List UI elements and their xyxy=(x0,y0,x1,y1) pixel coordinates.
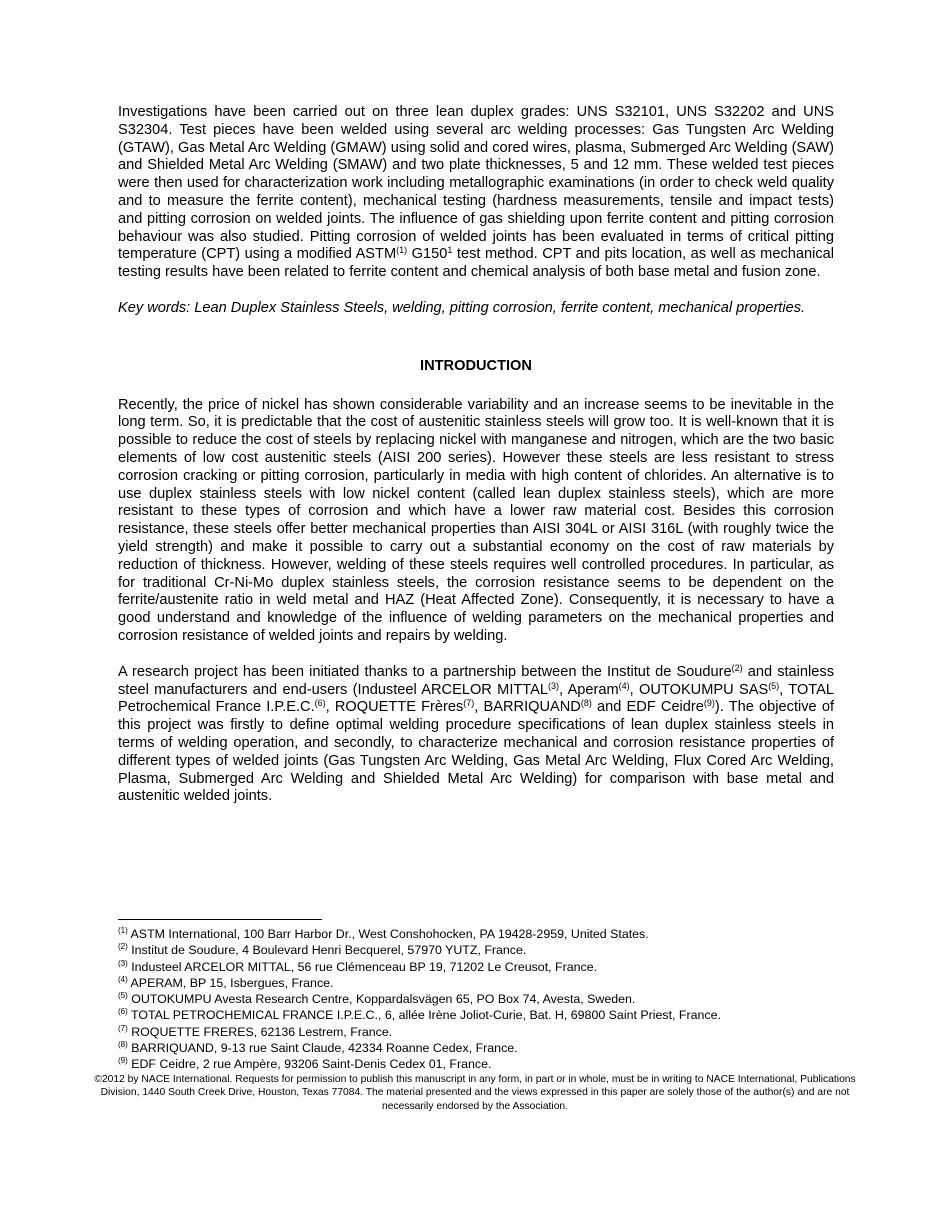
footnote-9: $^{(9)}$ EDF Ceidre, 2 rue Ampère, 93206 Saint-Denis Cedex 01, France. xyxy=(118,1056,492,1072)
abstract-text: G150 xyxy=(407,246,448,263)
reference-1: 1 xyxy=(447,245,453,256)
keywords: Key words: Lean Duplex Stainless Steels, welding, pitting corrosion, ferrite content, mechanical properties. xyxy=(118,299,806,316)
footnote-ref-3: (3) xyxy=(547,680,559,691)
footnote-6: $^{(6)}$ TOTAL PETROCHEMICAL FRANCE I.P.E.C., 6, allée Irène Joliot-Curie, Bat. H, 69800 Saint Priest, France. xyxy=(118,1007,721,1023)
footnote-ref-5: (5) xyxy=(768,680,780,691)
section-heading-introduction: INTRODUCTION xyxy=(420,357,532,374)
footnote-ref-9: (9) xyxy=(703,698,715,709)
footnote-divider xyxy=(118,919,322,920)
footnote-1: $^{(1)}$ ASTM International, 100 Barr Harbor Dr., West Conshohocken, PA 19428-2959, United States. xyxy=(118,926,649,941)
abstract-paragraph xyxy=(118,104,834,282)
footnote-5: $^{(5)}$ OUTOKUMPU Avesta Research Centre, Koppardalsvägen 65, PO Box 74, Avesta, Sweden. xyxy=(118,991,636,1007)
footnote-ref-7: (7) xyxy=(463,698,475,709)
introduction-paragraph-2: A research project has been initiated thanks to a partnership between the Institut de Soudure$^{(2)}$ and stainless steel manufacturers and end-users (Industeel ARCELOR MITTAL$^{(3)}$, Aperam$^{(4)}$, OUTOKUMPU SAS$^{(5)}$, TOTAL Petrochemical France I.P.E.C.$^{(6)}$, ROQUETTE Frères$^{(7)}$, BARRIQUAND$^{(8)}$ and EDF Ceidre$^{(9)}$). The objective of this project was firstly to define optimal welding procedure specifications of lean duplex stainless steels in terms of welding operation, and secondly, to characterize mechanical and corrosion resistance properties of different types of welded joints (Gas Tungsten Arc Welding, Gas Metal Arc Welding, Flux Cored Arc Welding, Plasma, Submerged Arc Welding and Shielded Metal Arc Welding) for comparison with base metal and austenitic welded joints. xyxy=(118,662,834,805)
introduction-paragraph-1: Recently, the price of nickel has shown considerable variability and an increase seems to be inevitable in the long term. So, it is predictable that the cost of austenitic stainless steels will grow too. It is well-known that it is possible to reduce the cost of steels by replacing nickel with manganese and nitrogen, which are the two basic elements of low cost austenitic steels (AISI 200 series). However these steels are less resistant to stress corrosion cracking or pitting corrosion, particularly in media with high content of chlorides. An alternative is to use duplex stainless steels with low nickel content (called lean duplex stainless steels), which are more resistant to these types of corrosion and which have a lower raw material cost. Besides this corrosion resistance, these steels offer better mechanical properties than AISI 304L or AISI 316L (with roughly twice the yield strength) and make it possible to carry out a substantial economy on the cost of raw materials by reduction of thickness. However, welding of these steels requires well controlled procedures. In particular, as for traditional Cr-Ni-Mo duplex stainless steels, the corrosion resistance seems to be dependent on the ferrite/austenite ratio in weld metal and HAZ (Heat Affected Zone). Consequently, it is necessary to have a good understand and knowledge of the influence of welding parameters on the mechanical properties and corrosion resistance of welded joints and repairs by welding. xyxy=(118,396,834,644)
footnote-ref-8: (8) xyxy=(580,698,592,709)
footnotes xyxy=(118,926,878,1073)
footnote-ref-6: (6) xyxy=(314,698,326,709)
footnote-ref-1: (1) xyxy=(396,245,408,256)
footnote-3: $^{(3)}$ Industeel ARCELOR MITTAL, 56 rue Clémenceau BP 19, 71202 Le Creusot, France. xyxy=(118,958,598,974)
footnote-2: $^{(2)}$ Institut de Soudure, 4 Boulevard Henri Becquerel, 57970 YUTZ, France. xyxy=(118,942,527,958)
footnote-ref-4: (4) xyxy=(618,680,630,691)
footnote-ref-2: (2) xyxy=(731,662,743,673)
footnote-4: $^{(4)}$ APERAM, BP 15, Isbergues, France. xyxy=(118,974,334,990)
abstract-text: test method. CPT and pits location, as well as mechanical testing results have been related to ferrite content and chemical analysis of both base metal and fusion zone. xyxy=(118,246,834,281)
footnote-8: $^{(8)}$ BARRIQUAND, 9-13 rue Saint Claude, 42334 Roanne Cedex, France. xyxy=(118,1040,518,1056)
copyright-notice: ©2012 by NACE International. Requests for permission to publish this manuscript in any form, in part or in whole, must be in writing to NACE International, Publications Division, 1440 South Creek Drive, Houston, Texas 77084. The material presented and the views expressed in this paper are solely those of the author(s) and are not necessarily endorsed by the Association. xyxy=(94,1074,856,1112)
footnote-7: $^{(7)}$ ROQUETTE FRERES, 62136 Lestrem, France. xyxy=(118,1023,393,1039)
abstract-text: Investigations have been carried out on three lean duplex grades: UNS S32101, UNS S32202 and UNS S32304. Test pieces have been welded using several arc welding processes: Gas Tungsten Arc Welding (GTAW), Gas Metal Arc Welding (GMAW) using solid and cored wires, plasma, Submerged Arc Welding (SAW) and Shielded Metal Arc Welding (SMAW) and two plate thicknesses, 5 and 12 mm. These welded test pieces were then used for characterization work including metallographic examinations (in order to check weld quality and to measure the ferrite content), mechanical testing (hardness measurements, tensile and impact tests) and pitting corrosion on welded joints. The influence of gas shielding upon ferrite content and pitting corrosion behaviour was also studied. Pitting corrosion of welded joints has been evaluated in terms of critical pitting temperature (CPT) using a modified ASTM xyxy=(118,104,834,263)
page-body xyxy=(118,104,834,806)
